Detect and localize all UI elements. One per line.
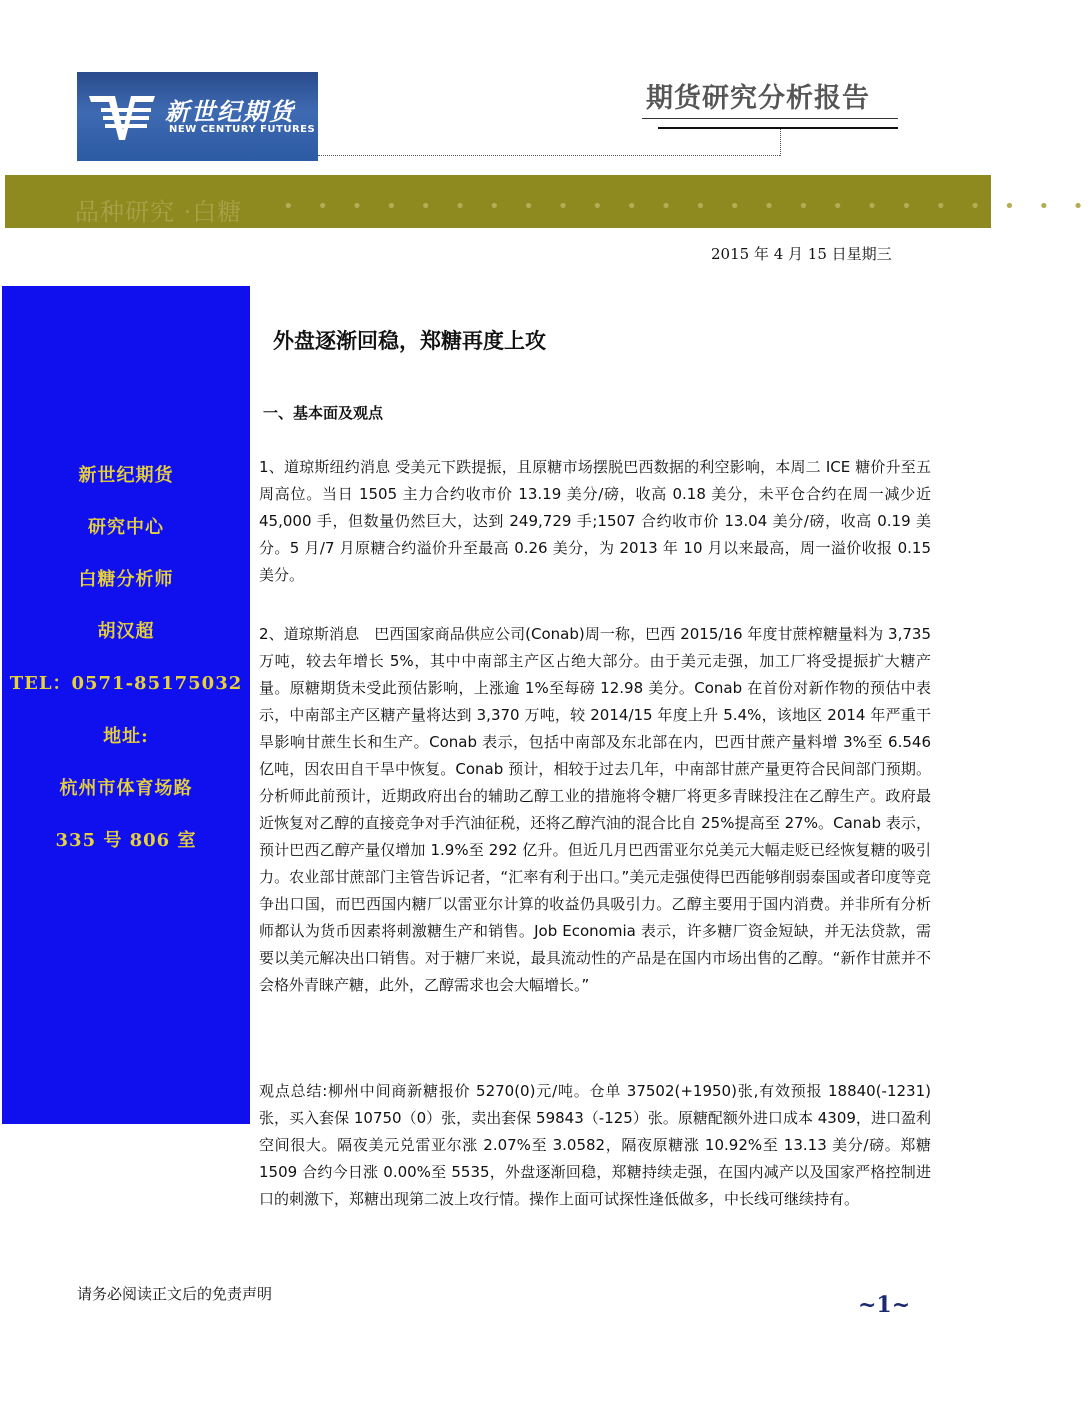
- sidebar-role: 白糖分析师: [78, 569, 174, 590]
- sidebar-company: 新世纪期货: [78, 465, 174, 486]
- logo-name-en: NEW CENTURY FUTURES: [169, 124, 316, 135]
- sidebar-department: 研究中心: [88, 517, 164, 538]
- sidebar-analyst-name: 胡汉超: [97, 621, 155, 642]
- paragraph-2: 2、道琼斯消息 巴西国家商品供应公司(Conab)周一称，巴西 2015/16 年度甘蔗榨糖量料为 3,735 万吨，较去年增长 5%，其中中南部主产区占绝大部分。由于美元走强，加工厂将受提振扩大糖产量。原糖期货未受此预估影响，上涨逾 1%至每磅 12.98 美分。Conab 在首份对新作物的预估中表示，中南部主产区糖产量将达到 3,370 万吨，较 2014/15 年度上升 5.4%，该地区 2014 年严重干旱影响甘蔗生长和生产。Conab 表示，包括中南部及东北部在内，巴西甘蔗产量料增 3%至 6.546 亿吨，因农田自干旱中恢复。Conab 预计，相较于过去几年，中南部甘蔗产量更符合民间部门预期。分析师此前预计，近期政府出台的辅助乙醇工业的措施将令糖厂将更多青睐投注在乙醇生产。政府最近恢复对乙醇的直接竞争对手汽油征税，还将乙醇汽油的混合比自 25%提高至 27%。Canab 表示，预计巴西乙醇产量仅增加 1.9%至 292 亿升。但近几月巴西雷亚尔兑美元大幅走贬已经恢复糖的吸引力。农业部甘蔗部门主管告诉记者，“汇率有利于出口。”美元走强使得巴西能够削弱泰国或者印度等竞争出口国，而巴西国内糖厂以雷亚尔计算的收益仍具吸引力。乙醇主要用于国内消费。并非所有分析师都认为货币因素将刺激糖生产和销售。Job Economia 表示，许多糖厂资金短缺，并无法贷款，需要以美元解决出口销售。对于糖厂来说，最具流动性的产品是在国内市场出售的乙醇。“新作甘蔗并不会格外青睐产糖，此外，乙醇需求也会大幅增长。”: [259, 625, 931, 994]
- company-logo: [77, 72, 318, 161]
- paragraph-summary: 观点总结:柳州中间商新糖报价 5270(0)元/吨。仓单 37502(+1950)张,有效预报 18840(-1231)张，买入套保 10750（0）张，卖出套保 59843（-125）张。原糖配额外进口成本 4309，进口盈利空间很大。隔夜美元兑雷亚尔涨 2.07%至 3.0582，隔夜原糖涨 10.92%至 13.13 美分/磅。郑糖 1509 合约今日涨 0.00%至 5535，外盘逐渐回稳，郑糖持续走强，在国内减产以及国家严格控制进口的刺激下，郑糖出现第二波上攻行情。操作上面可试探性逢低做多，中长线可继续持有。: [259, 1082, 931, 1208]
- report-title: 期货研究分析报告: [646, 83, 870, 114]
- sidebar-phone: TEL：0571-85175032: [9, 673, 243, 694]
- analyst-sidebar: [2, 286, 250, 1124]
- sidebar-address-label: 地址:: [103, 726, 149, 747]
- section-heading: 一、基本面及观点: [263, 404, 384, 422]
- page-number: ~1~: [858, 1292, 911, 1318]
- title-underline: [642, 118, 898, 119]
- disclaimer-note: 请务必阅读正文后的免责声明: [77, 1285, 273, 1303]
- sidebar-address-line-1: 杭州市体育场路: [59, 778, 193, 799]
- header-divider-vertical: [780, 128, 781, 156]
- company-logo-mark-icon: [87, 90, 157, 146]
- sidebar-address-line-2: 335 号 806 室: [55, 830, 197, 851]
- category-label: 品种研究 ·白糖: [75, 198, 243, 226]
- title-underline-bold: [658, 127, 898, 129]
- report-date: 2015 年 4 月 15 日星期三: [711, 245, 892, 263]
- paragraph-1: 1、道琼斯纽约消息 受美元下跌提振，且原糖市场摆脱巴西数据的利空影响，本周二 ICE 糖价升至五周高位。当日 1505 主力合约收市价 13.19 美分/磅，收高 0.18 美分，未平仓合约在周一减少近 45,000 手，但数量仍然巨大，达到 249,729 手;1507 合约收市价 13.04 美分/磅，收高 0.19 美分。5 月/7 月原糖合约溢价升至最高 0.26 美分，为 2013 年 10 月以来最高，周一溢价收报 0.15 美分。: [259, 458, 931, 584]
- logo-name-cn: 新世纪期货: [165, 97, 295, 126]
- header-divider: [318, 155, 780, 156]
- category-dots: • • • • • • • • • • • • • • • • • • • • • • • •: [283, 196, 1092, 217]
- article-headline: 外盘逐渐回稳，郑糖再度上攻: [273, 329, 546, 353]
